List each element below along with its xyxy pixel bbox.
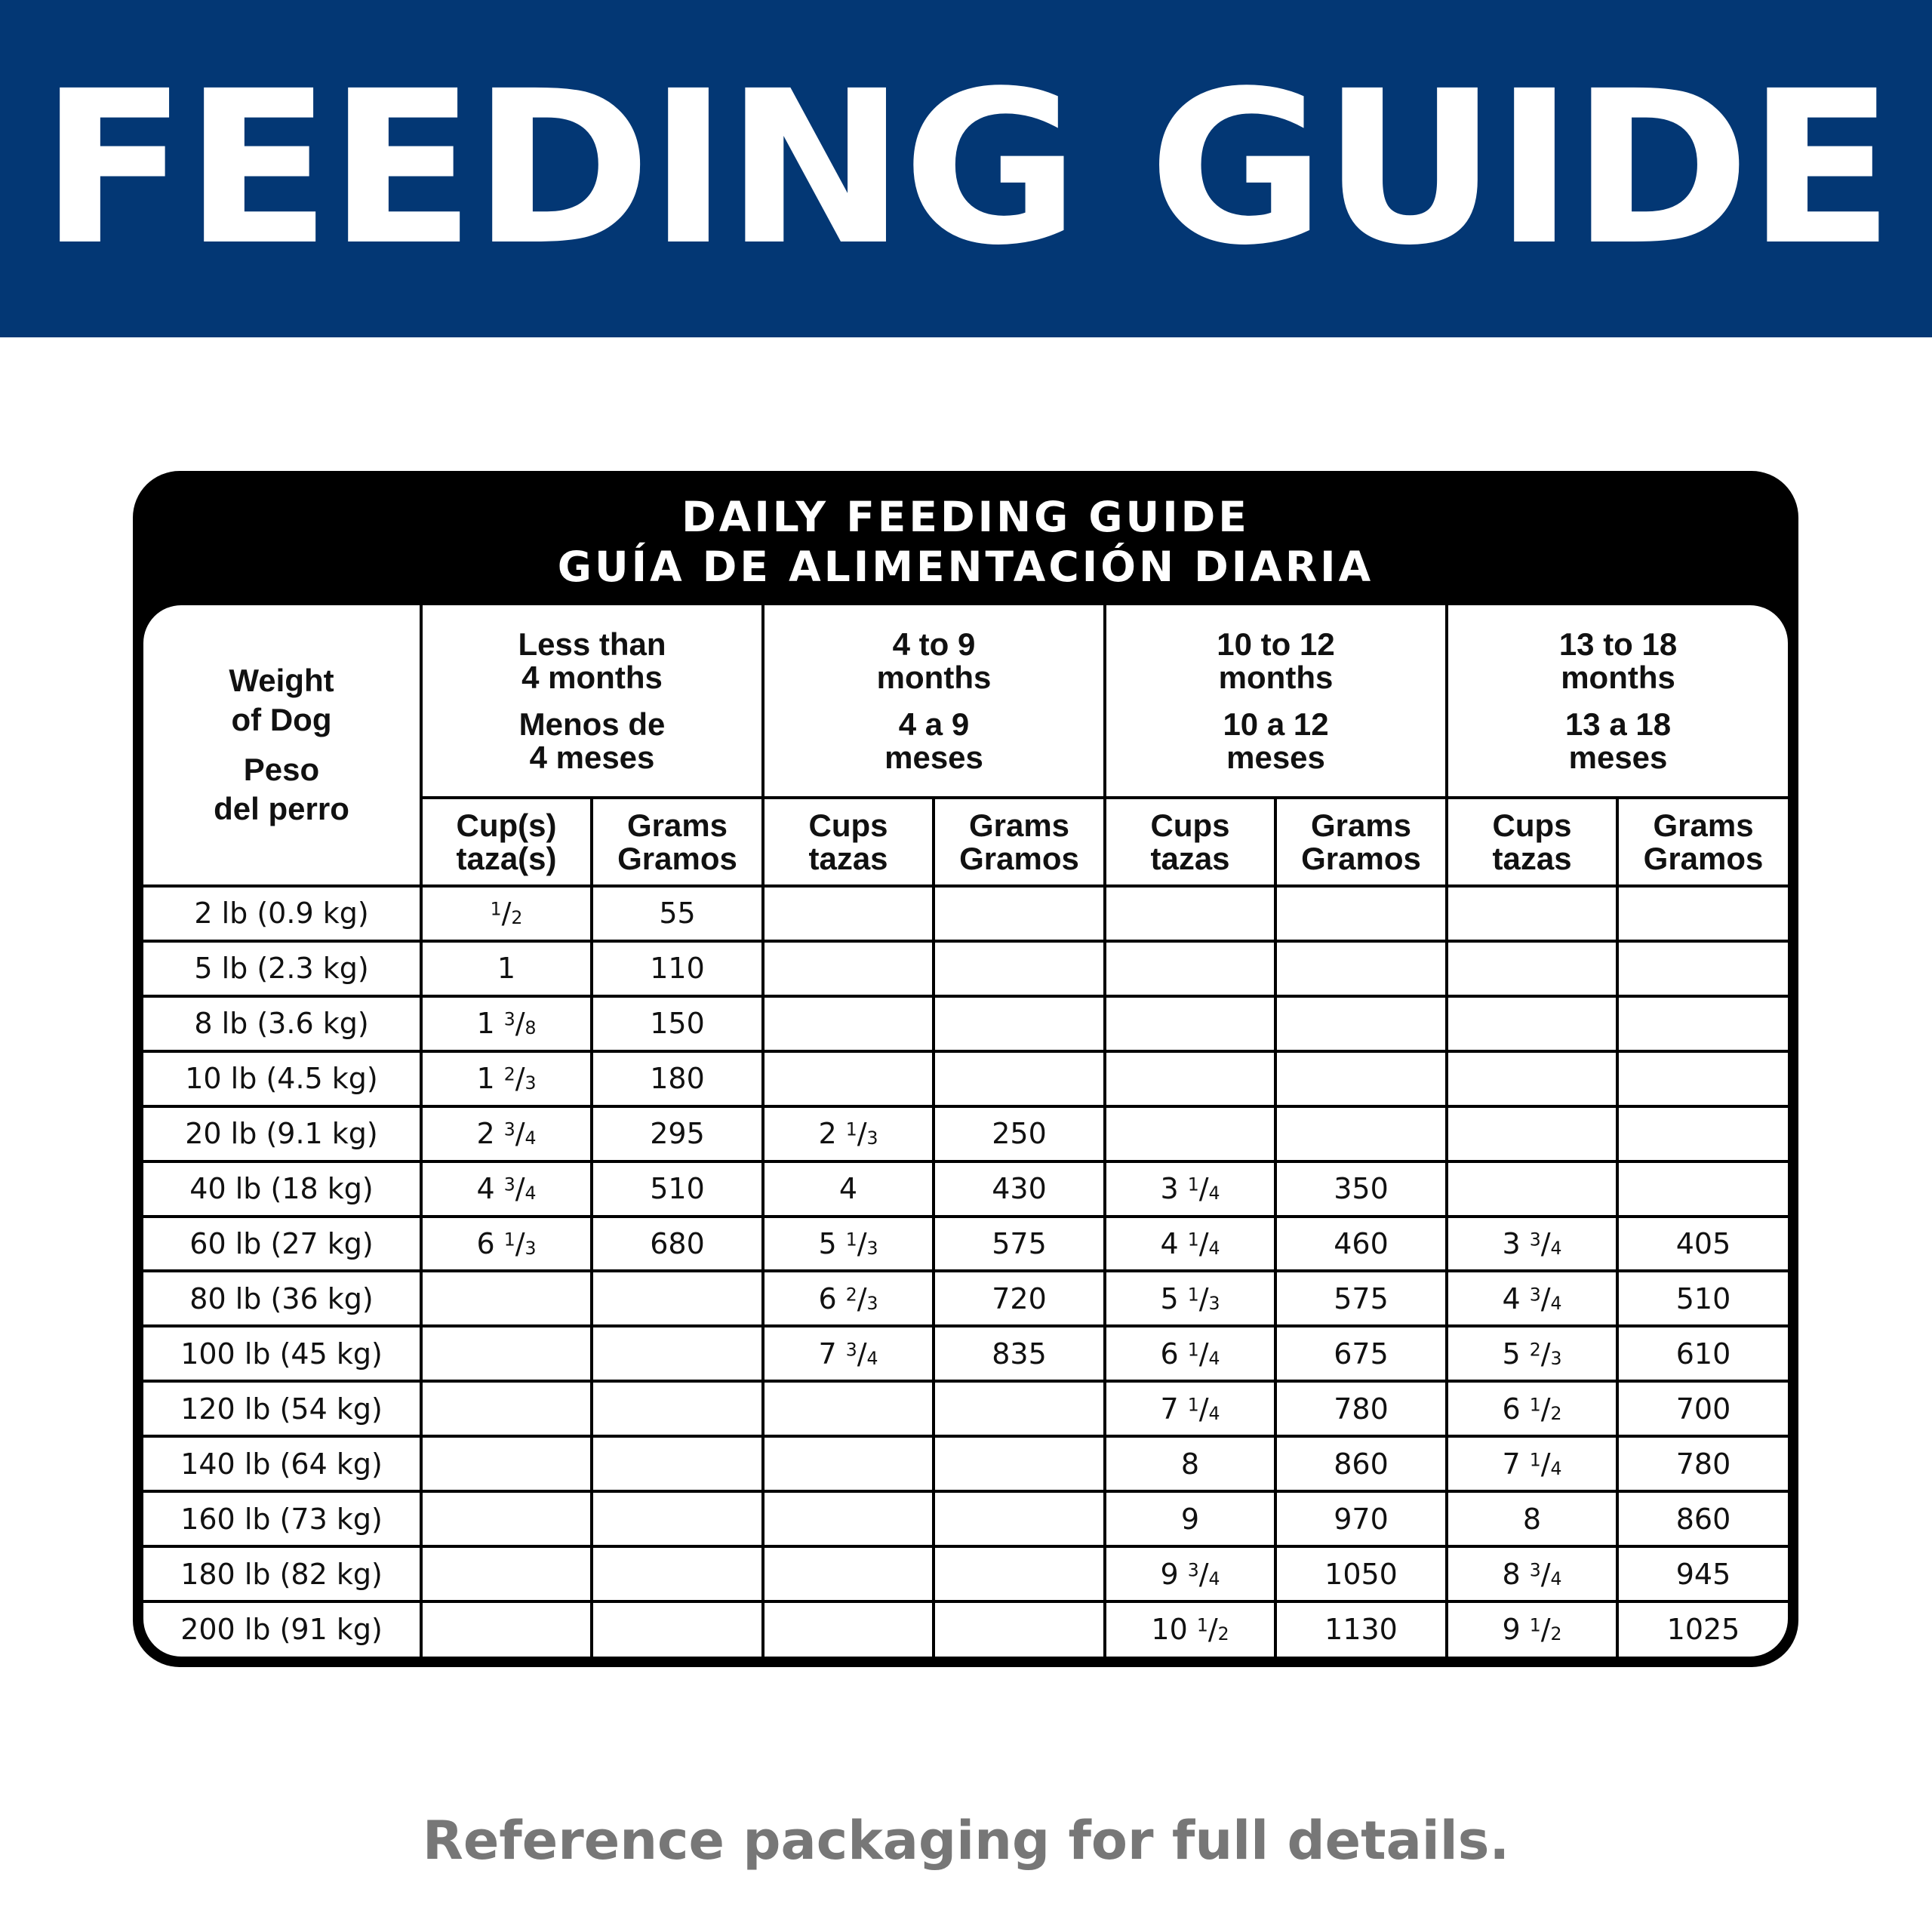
card-title-en: DAILY FEEDING GUIDE — [681, 493, 1250, 541]
cups-cell: $^1/_2$ — [421, 886, 592, 941]
cups-cell: 6 $^1/_4$ — [1105, 1326, 1275, 1381]
age-group-header: 10 to 12 months 10 a 12 meses — [1105, 605, 1447, 798]
cups-cell — [1447, 886, 1617, 941]
cups-cell — [763, 996, 934, 1051]
grams-cell — [1275, 886, 1447, 941]
feeding-table-panel — [143, 605, 1788, 1657]
cups-cell — [421, 1601, 592, 1657]
page-title: FEEDING GUIDE — [40, 45, 1892, 292]
grams-cell: 575 — [1275, 1271, 1447, 1326]
grams-cell: 945 — [1617, 1546, 1788, 1601]
weight-cell: 2 lb (0.9 kg) — [143, 886, 421, 941]
cups-cell: 4 $^1/_4$ — [1105, 1217, 1275, 1272]
grams-cell: 110 — [592, 941, 763, 996]
header-banner — [0, 0, 1932, 337]
table-row — [143, 996, 1788, 1051]
cups-cell: 2 $^1/_3$ — [763, 1106, 934, 1161]
cups-column-header: Cups tazas — [763, 798, 934, 886]
grams-cell — [1617, 1106, 1788, 1161]
grams-cell — [1275, 996, 1447, 1051]
card-title-es: GUÍA DE ALIMENTACIÓN DIARIA — [557, 543, 1374, 591]
cups-cell: 7 $^3/_4$ — [763, 1326, 934, 1381]
cups-cell — [1105, 996, 1275, 1051]
weight-cell: 100 lb (45 kg) — [143, 1326, 421, 1381]
grams-cell — [592, 1326, 763, 1381]
cups-cell: 3 $^3/_4$ — [1447, 1217, 1617, 1272]
grams-cell — [592, 1546, 763, 1601]
cups-cell: 9 $^3/_4$ — [1105, 1546, 1275, 1601]
grams-column-header: Grams Gramos — [1617, 798, 1788, 886]
cups-cell: 4 $^3/_4$ — [1447, 1271, 1617, 1326]
cups-cell — [1105, 886, 1275, 941]
grams-cell: 180 — [592, 1051, 763, 1106]
grams-cell — [592, 1491, 763, 1546]
table-row — [143, 1601, 1788, 1657]
grams-cell: 460 — [1275, 1217, 1447, 1272]
cups-cell — [763, 886, 934, 941]
weight-cell: 120 lb (54 kg) — [143, 1381, 421, 1436]
grams-cell — [592, 1601, 763, 1657]
cups-cell: 1 $^2/_3$ — [421, 1051, 592, 1106]
age-group-header: 13 to 18 months 13 a 18 meses — [1447, 605, 1788, 798]
grams-cell: 970 — [1275, 1491, 1447, 1546]
grams-cell — [1617, 996, 1788, 1051]
weight-cell: 180 lb (82 kg) — [143, 1546, 421, 1601]
grams-cell: 250 — [934, 1106, 1105, 1161]
cups-cell: 1 $^3/_8$ — [421, 996, 592, 1051]
grams-cell: 700 — [1617, 1381, 1788, 1436]
grams-cell: 780 — [1275, 1381, 1447, 1436]
cups-column-header: Cup(s) taza(s) — [421, 798, 592, 886]
grams-cell — [1617, 941, 1788, 996]
cups-cell — [763, 1601, 934, 1657]
grams-cell: 430 — [934, 1161, 1105, 1217]
grams-cell: 295 — [592, 1106, 763, 1161]
cups-cell — [1105, 1106, 1275, 1161]
grams-cell: 510 — [1617, 1271, 1788, 1326]
cups-cell: 9 $^1/_2$ — [1447, 1601, 1617, 1657]
grams-cell — [934, 1381, 1105, 1436]
grams-cell — [934, 1436, 1105, 1491]
cups-cell: 5 $^1/_3$ — [763, 1217, 934, 1272]
grams-column-header: Grams Gramos — [934, 798, 1105, 886]
cups-cell — [1447, 996, 1617, 1051]
grams-cell: 720 — [934, 1271, 1105, 1326]
table-row — [143, 1546, 1788, 1601]
cups-cell — [763, 941, 934, 996]
cups-cell — [763, 1381, 934, 1436]
cups-cell — [1447, 1161, 1617, 1217]
grams-cell — [934, 1051, 1105, 1106]
cups-column-header: Cups tazas — [1105, 798, 1275, 886]
grams-cell — [934, 996, 1105, 1051]
grams-cell — [934, 1546, 1105, 1601]
weight-cell: 60 lb (27 kg) — [143, 1217, 421, 1272]
age-group-header: 4 to 9 months 4 a 9 meses — [763, 605, 1105, 798]
weight-cell: 80 lb (36 kg) — [143, 1271, 421, 1326]
cups-cell: 9 — [1105, 1491, 1275, 1546]
grams-cell: 405 — [1617, 1217, 1788, 1272]
grams-cell: 1025 — [1617, 1601, 1788, 1657]
cups-cell — [763, 1051, 934, 1106]
grams-cell — [1617, 1161, 1788, 1217]
grams-cell: 860 — [1275, 1436, 1447, 1491]
grams-cell — [592, 1381, 763, 1436]
cups-cell: 3 $^1/_4$ — [1105, 1161, 1275, 1217]
cups-cell: 5 $^2/_3$ — [1447, 1326, 1617, 1381]
grams-cell: 680 — [592, 1217, 763, 1272]
grams-cell — [1617, 886, 1788, 941]
grams-column-header: Grams Gramos — [1275, 798, 1447, 886]
cups-cell: 7 $^1/_4$ — [1105, 1381, 1275, 1436]
grams-cell — [1275, 1106, 1447, 1161]
cups-cell: 4 $^3/_4$ — [421, 1161, 592, 1217]
cups-cell: 4 — [763, 1161, 934, 1217]
grams-cell — [592, 1271, 763, 1326]
grams-cell: 835 — [934, 1326, 1105, 1381]
weight-cell: 10 lb (4.5 kg) — [143, 1051, 421, 1106]
weight-cell: 160 lb (73 kg) — [143, 1491, 421, 1546]
cups-cell — [421, 1326, 592, 1381]
table-row — [143, 1217, 1788, 1272]
cups-cell: 8 — [1105, 1436, 1275, 1491]
cups-cell — [1447, 1051, 1617, 1106]
cups-cell — [1105, 1051, 1275, 1106]
cups-cell: 2 $^3/_4$ — [421, 1106, 592, 1161]
cups-cell — [421, 1491, 592, 1546]
cups-cell — [763, 1436, 934, 1491]
cups-cell — [763, 1546, 934, 1601]
age-group-header: Less than 4 months Menos de 4 meses — [421, 605, 763, 798]
cups-cell: 6 $^1/_3$ — [421, 1217, 592, 1272]
table-row — [143, 1271, 1788, 1326]
weight-cell: 5 lb (2.3 kg) — [143, 941, 421, 996]
cups-cell — [421, 1436, 592, 1491]
cups-cell — [421, 1381, 592, 1436]
cups-cell: 8 — [1447, 1491, 1617, 1546]
table-row — [143, 1326, 1788, 1381]
grams-cell: 780 — [1617, 1436, 1788, 1491]
cups-cell: 7 $^1/_4$ — [1447, 1436, 1617, 1491]
cups-cell — [1105, 941, 1275, 996]
weight-cell: 20 lb (9.1 kg) — [143, 1106, 421, 1161]
cups-cell — [1447, 941, 1617, 996]
grams-cell: 575 — [934, 1217, 1105, 1272]
cups-cell: 6 $^1/_2$ — [1447, 1381, 1617, 1436]
weight-cell: 200 lb (91 kg) — [143, 1601, 421, 1657]
cups-cell — [421, 1271, 592, 1326]
cups-cell: 1 — [421, 941, 592, 996]
grams-cell — [592, 1436, 763, 1491]
cups-cell: 10 $^1/_2$ — [1105, 1601, 1275, 1657]
cups-cell — [763, 1491, 934, 1546]
grams-cell — [934, 1601, 1105, 1657]
grams-cell — [1275, 941, 1447, 996]
cups-cell: 6 $^2/_3$ — [763, 1271, 934, 1326]
card-title — [133, 492, 1798, 592]
age-header-row — [143, 605, 1788, 798]
feeding-table-body — [143, 886, 1788, 1657]
table-row — [143, 1051, 1788, 1106]
weight-column-header: Weight of Dog Peso del perro — [214, 663, 349, 826]
grams-cell: 610 — [1617, 1326, 1788, 1381]
grams-cell — [934, 886, 1105, 941]
grams-cell: 675 — [1275, 1326, 1447, 1381]
weight-cell: 40 lb (18 kg) — [143, 1161, 421, 1217]
table-row — [143, 1436, 1788, 1491]
cups-cell: 5 $^1/_3$ — [1105, 1271, 1275, 1326]
cups-cell: 8 $^3/_4$ — [1447, 1546, 1617, 1601]
feeding-table — [143, 605, 1788, 1657]
cups-cell — [421, 1546, 592, 1601]
feeding-guide-card — [133, 471, 1798, 1667]
weight-cell: 140 lb (64 kg) — [143, 1436, 421, 1491]
table-row — [143, 941, 1788, 996]
table-row — [143, 1381, 1788, 1436]
weight-cell: 8 lb (3.6 kg) — [143, 996, 421, 1051]
grams-cell: 1050 — [1275, 1546, 1447, 1601]
grams-cell: 1130 — [1275, 1601, 1447, 1657]
table-row — [143, 1106, 1788, 1161]
table-row — [143, 1491, 1788, 1546]
grams-cell — [1275, 1051, 1447, 1106]
grams-cell: 860 — [1617, 1491, 1788, 1546]
grams-column-header: Grams Gramos — [592, 798, 763, 886]
footer-note: Reference packaging for full details. — [422, 1810, 1510, 1872]
grams-cell: 350 — [1275, 1161, 1447, 1217]
grams-cell — [1617, 1051, 1788, 1106]
table-row — [143, 1161, 1788, 1217]
grams-cell: 510 — [592, 1161, 763, 1217]
table-row — [143, 886, 1788, 941]
grams-cell: 150 — [592, 996, 763, 1051]
grams-cell: 55 — [592, 886, 763, 941]
cups-cell — [1447, 1106, 1617, 1161]
cups-column-header: Cups tazas — [1447, 798, 1617, 886]
grams-cell — [934, 1491, 1105, 1546]
grams-cell — [934, 941, 1105, 996]
